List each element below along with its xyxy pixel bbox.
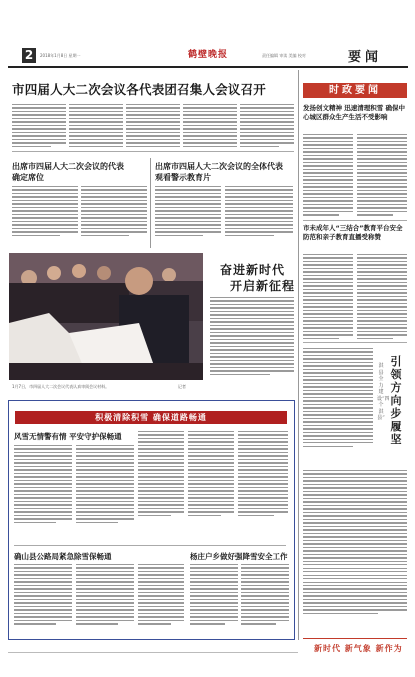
- sidebar-vertical-title: 引领方向 步履坚: [390, 355, 402, 446]
- sidebar-rule-2: [303, 342, 407, 343]
- feature-col-10: [241, 564, 289, 627]
- date-line: 2018年1月8日 星期一: [40, 53, 81, 58]
- page-number: 2: [22, 48, 36, 63]
- feature-col-6: [14, 564, 72, 627]
- sidebar-story1-col-2: [357, 134, 407, 218]
- lead-col-2: [69, 104, 123, 149]
- feature-headline-b: 确山县公路局紧急除雪保畅通: [14, 552, 112, 561]
- sidebar-footer-rule: [303, 638, 407, 639]
- lead-rule: [12, 151, 294, 152]
- feature-col-2: [76, 445, 134, 525]
- photo-caption: 1月7日，市四届人大二次会议代表认真审阅会议材料。: [12, 384, 110, 389]
- sidebar-divider: [298, 70, 299, 640]
- sidebar-story2-col-2: [357, 254, 407, 341]
- sidebar-vertical-subtitle: 淇县全力建设“四个淇县”: [377, 363, 390, 421]
- story-delegates-col-1: [12, 186, 78, 238]
- story-newera-subhead: 开启新征程: [230, 279, 296, 293]
- feature-col-7: [76, 564, 134, 627]
- photo-illustration: [9, 253, 203, 380]
- feature-col-4: [188, 431, 234, 518]
- photo-credit: 记者: [178, 384, 186, 389]
- feature-rule: [14, 545, 286, 546]
- story-delegates-subhead: 确定席位: [12, 173, 44, 182]
- lead-col-5: [240, 104, 294, 149]
- feature-col-5: [238, 431, 288, 518]
- sidebar-story3-col-2: [303, 470, 407, 616]
- header-rule: [8, 66, 408, 68]
- story-meeting-col-2: [225, 186, 293, 238]
- sidebar-story1-headline: 发扬创文精神 迅速清理积雪 确保中心城区群众生产生活不受影响: [303, 104, 406, 121]
- footer-slogan: 新时代 新气象 新作为: [314, 644, 403, 653]
- feature-headline-c: 杨庄户乡做好强降雪安全工作: [190, 552, 288, 561]
- story-delegates-col-2: [81, 186, 147, 238]
- feature-col-9: [190, 564, 238, 627]
- lead-col-4: [183, 104, 237, 149]
- story-newera-body: [210, 297, 294, 377]
- story-meeting-headline: 出席市四届人大二次会议的全体代表: [155, 162, 283, 171]
- sidebar-rule-1: [303, 220, 407, 221]
- story-newera-headline: 奋进新时代: [220, 263, 286, 277]
- sidebar-story1-col-1: [303, 134, 353, 218]
- news-photo: [9, 253, 203, 380]
- story-meeting-col-1: [155, 186, 221, 238]
- column-divider: [150, 158, 151, 248]
- sidebar-story2-headline: 市未成年人“三结合”教育平台安全防范和亲子教育直播受称赞: [303, 224, 403, 241]
- feature-col-1: [14, 445, 72, 525]
- sidebar-story3-col-1: [303, 348, 373, 449]
- section-title: 要闻: [348, 50, 383, 65]
- sidebar-banner: 时政要闻: [303, 83, 407, 98]
- lead-col-3: [126, 104, 180, 149]
- editor-line: 责任编辑 审读 美编 校对: [262, 53, 306, 58]
- feature-col-3: [138, 431, 184, 518]
- feature-col-8: [138, 564, 184, 627]
- lead-headline: 市四届人大二次会议各代表团召集人会议召开: [12, 82, 267, 97]
- story-meeting-subhead: 观看警示教育片: [155, 173, 211, 182]
- sidebar-story2-col-1: [303, 254, 353, 341]
- story-delegates-headline: 出席市四届人大二次会议的代表: [12, 162, 124, 171]
- feature-banner: 积极清除积雪 确保道路畅通: [15, 411, 287, 424]
- masthead: 鹤壁晚报: [188, 50, 229, 60]
- page-bottom-rule: [8, 652, 298, 653]
- feature-headline-a: 风雪无情警有情 平安守护保畅通: [14, 432, 122, 441]
- lead-col-1: [12, 104, 66, 149]
